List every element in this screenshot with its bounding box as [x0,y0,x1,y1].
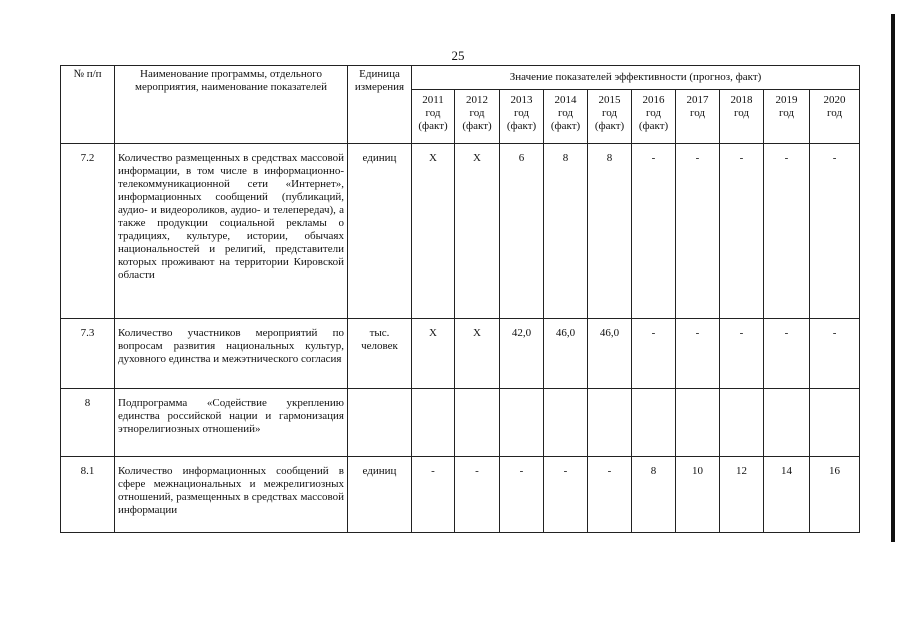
row-value [764,389,810,457]
year-status-label: (факт) [506,120,537,132]
year-status-label: (факт) [594,120,625,132]
year-label: 2016 [642,94,665,106]
row-number: 7.2 [61,144,115,319]
year-status-label: (факт) [462,120,492,132]
year-unit-label: год [425,107,441,119]
row-value: Х [455,144,500,319]
year-header [455,90,500,144]
row-value: - [588,457,632,533]
header-row-top [61,66,860,90]
row-value: 8 [544,144,588,319]
row-value [412,389,455,457]
row-unit: тыс. человек [348,319,412,389]
row-value [544,389,588,457]
row-value: - [720,319,764,389]
year-unit-label: год [733,107,750,119]
row-value: - [810,144,860,319]
year-header [764,90,810,144]
row-value: 46,0 [544,319,588,389]
row-value: 42,0 [500,319,544,389]
row-value: 8 [632,457,676,533]
year-unit-label: год [778,107,795,119]
year-label: 2015 [598,94,621,106]
row-value: - [810,319,860,389]
year-status-label: (факт) [638,120,669,132]
row-value: 8 [588,144,632,319]
row-value [632,389,676,457]
row-value: 46,0 [588,319,632,389]
year-label: 2019 [775,94,798,106]
year-header [588,90,632,144]
row-value: - [764,144,810,319]
header-number: № п/п [61,66,115,144]
table-row [61,457,860,533]
page-edge-bar [891,14,895,542]
row-value: Х [455,319,500,389]
row-value [500,389,544,457]
table-row [61,319,860,389]
year-label: 2018 [730,94,753,106]
row-value: 14 [764,457,810,533]
year-unit-label: год [827,107,843,119]
row-name: Количество размещенных в средствах массовой информации, в том числе в информационно-телекоммуникационной сети «Интернет», информационных сообщений (публикаций, аудио- и видеороликов, аудио- и телепередач), а также продукции социальной рекламы о традициях, культуре, истории, обычаях национальностей и религий, представители которых проживают на территории Кировской области [115,144,348,319]
row-value: Х [412,319,455,389]
row-name: Подпрограмма «Содействие укреплению единства российской нации и гармонизация этнорелигиозных отношений» [115,389,348,457]
row-unit: единиц [348,457,412,533]
row-value: 6 [500,144,544,319]
row-value: - [500,457,544,533]
year-label: 2013 [510,94,533,106]
year-header [632,90,676,144]
efficiency-indicators-table [60,65,860,533]
row-value: - [676,144,720,319]
row-value: - [764,319,810,389]
row-value: - [455,457,500,533]
year-header [544,90,588,144]
year-label: 2014 [554,94,577,106]
row-value [588,389,632,457]
year-header [412,90,455,144]
header-values: Значение показателей эффективности (прогноз, факт) [412,66,860,90]
table-row [61,389,860,457]
year-unit-label: год [689,107,706,119]
row-number: 8.1 [61,457,115,533]
row-value [720,389,764,457]
year-status-label: (факт) [550,120,581,132]
year-unit-label: год [601,107,618,119]
year-header [500,90,544,144]
header-unit: Единица измерения [348,66,412,144]
year-unit-label: год [557,107,574,119]
row-value: Х [412,144,455,319]
year-unit-label: год [513,107,530,119]
row-value: 12 [720,457,764,533]
row-value: - [412,457,455,533]
year-label: 2011 [422,94,444,106]
year-header [720,90,764,144]
row-value [676,389,720,457]
table-row [61,144,860,319]
row-name: Количество информационных сообщений в сфере межнациональных и межрелигиозных отношений, размещенных в средствах массовой информации [115,457,348,533]
row-value: - [676,319,720,389]
year-header [676,90,720,144]
year-label: 2020 [823,94,846,106]
year-label: 2012 [466,94,488,106]
row-number: 7.3 [61,319,115,389]
row-name: Количество участников мероприятий по вопросам развития национальных культур, духовного единства и межэтнического согласия [115,319,348,389]
page-number: 25 [451,48,465,63]
row-value [810,389,860,457]
year-header [810,90,860,144]
year-status-label: (факт) [418,120,448,132]
row-value: - [632,144,676,319]
year-unit-label: год [645,107,662,119]
row-value: - [720,144,764,319]
row-unit: единиц [348,144,412,319]
row-unit [348,389,412,457]
row-value: - [544,457,588,533]
row-value: 10 [676,457,720,533]
row-value: - [632,319,676,389]
row-value [455,389,500,457]
header-name: Наименование программы, отдельного мероприятия, наименование показателей [115,66,348,144]
row-value: 16 [810,457,860,533]
row-number: 8 [61,389,115,457]
year-label: 2017 [686,94,709,106]
year-unit-label: год [469,107,485,119]
